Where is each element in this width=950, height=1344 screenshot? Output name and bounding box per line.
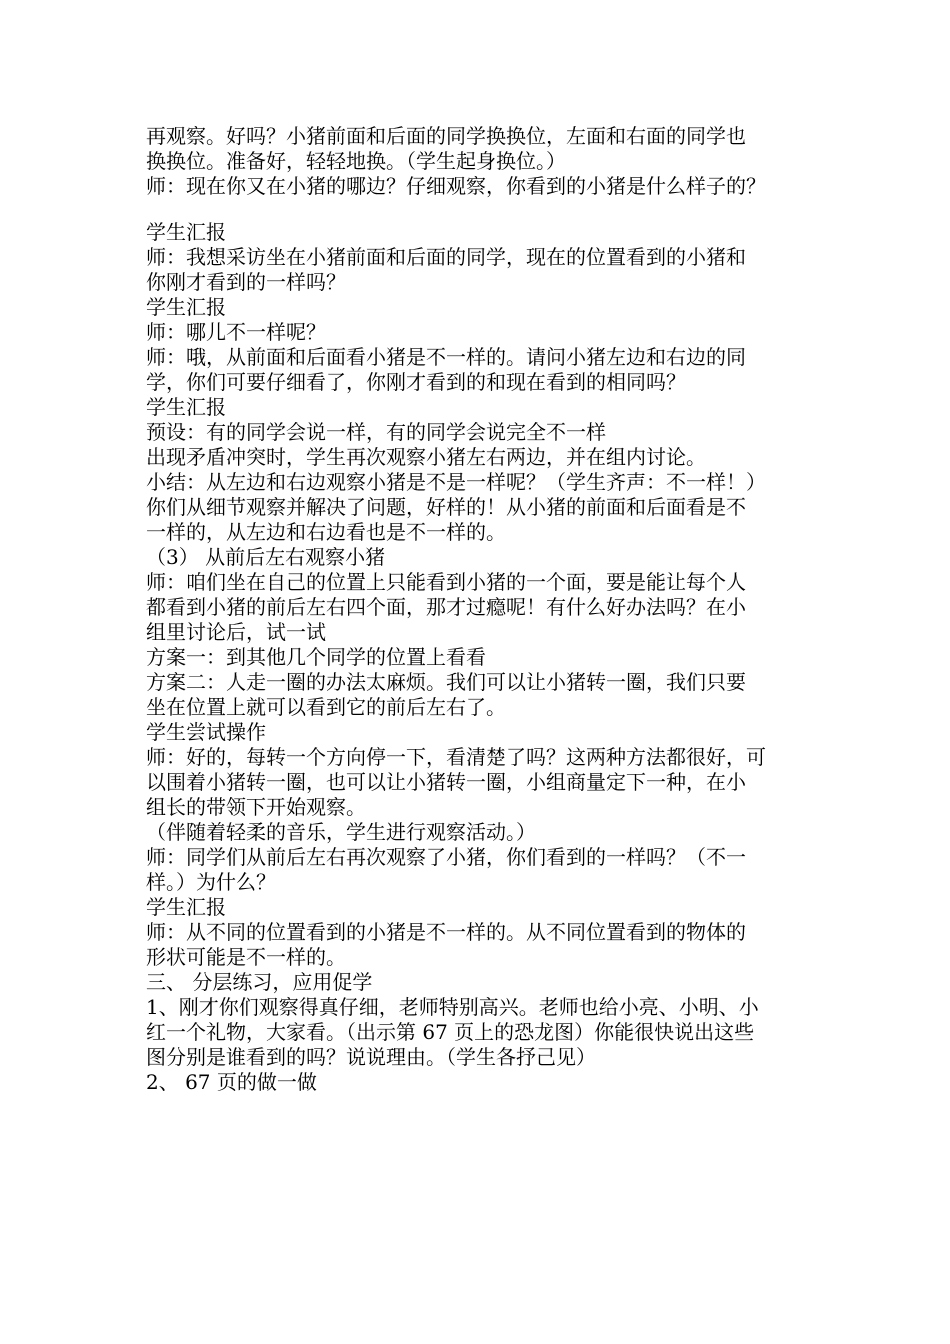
text-line: 师：我想采访坐在小猪前面和后面的同学，现在的位置看到的小猪和 xyxy=(146,245,746,269)
text-line: 你刚才看到的一样吗？ xyxy=(146,270,346,294)
text-line: 图分别是谁看到的吗？说说理由。（学生各抒己见） xyxy=(146,1045,596,1069)
text-line: 一样的，从左边和右边看也是不一样的。 xyxy=(146,520,506,544)
text-line: 学生汇报 xyxy=(146,295,226,319)
text-line: 方案二：人走一圈的办法太麻烦。我们可以让小猪转一圈，我们只要 xyxy=(146,670,746,694)
text-line: 学生汇报 xyxy=(146,395,226,419)
text-line: 师：哪儿不一样呢？ xyxy=(146,320,326,344)
section-heading: （3） 从前后左右观察小猪 xyxy=(146,545,386,569)
text-line: 1、刚才你们观察得真仔细，老师特别高兴。老师也给小亮、小明、小 xyxy=(146,995,759,1019)
text-line: 以围着小猪转一圈，也可以让小猪转一圈，小组商量定下一种，在小 xyxy=(146,770,746,794)
text-line: 学生汇报 xyxy=(146,220,226,244)
text-line: 小结：从左边和右边观察小猪是不是一样呢？（学生齐声：不一样！） xyxy=(146,470,766,494)
text-line: 你们从细节观察并解决了问题，好样的！从小猪的前面和后面看是不 xyxy=(146,495,746,519)
text-line: （伴随着轻柔的音乐，学生进行观察活动。） xyxy=(146,820,536,844)
text-line: 方案一：到其他几个同学的位置上看看 xyxy=(146,645,486,669)
text-line: 红一个礼物，大家看。（出示第 67 页上的恐龙图）你能很快说出这些 xyxy=(146,1020,755,1044)
text-line: 形状可能是不一样的。 xyxy=(146,945,346,969)
text-line: 学生汇报 xyxy=(146,895,226,919)
text-line: 组里讨论后，试一试 xyxy=(146,620,326,644)
text-line: 学生尝试操作 xyxy=(146,720,266,744)
text-line: 师：同学们从前后左右再次观察了小猪，你们看到的一样吗？（不一 xyxy=(146,845,746,869)
text-line: 学，你们可要仔细看了，你刚才看到的和现在看到的相同吗？ xyxy=(146,370,686,394)
text-line: 师：好的，每转一个方向停一下，看清楚了吗？这两种方法都很好，可 xyxy=(146,745,766,769)
text-line: 都看到小猪的前后左右四个面，那才过瘾呢！有什么好办法吗？在小 xyxy=(146,595,746,619)
text-line: 2、 67 页的做一做 xyxy=(146,1070,317,1094)
text-line: 坐在位置上就可以看到它的前后左右了。 xyxy=(146,695,506,719)
text-line: 样。）为什么？ xyxy=(146,870,276,894)
text-line: 再观察。好吗？小猪前面和后面的同学换换位，左面和右面的同学也 xyxy=(146,124,746,148)
text-line: 组长的带领下开始观察。 xyxy=(146,795,366,819)
section-heading: 三、 分层练习，应用促学 xyxy=(146,970,373,994)
text-line: 师：从不同的位置看到的小猪是不一样的。从不同位置看到的物体的 xyxy=(146,920,746,944)
text-line: 师：现在你又在小猪的哪边？仔细观察，你看到的小猪是什么样子的？ xyxy=(146,174,766,198)
text-line: 换换位。准备好，轻轻地换。（学生起身换位。） xyxy=(146,149,566,173)
text-line: 师：咱们坐在自己的位置上只能看到小猪的一个面，要是能让每个人 xyxy=(146,570,746,594)
text-line: 师：哦，从前面和后面看小猪是不一样的。请问小猪左边和右边的同 xyxy=(146,345,746,369)
document-body xyxy=(146,124,826,1095)
text-line: 预设：有的同学会说一样，有的同学会说完全不一样 xyxy=(146,420,606,444)
text-line: 出现矛盾冲突时，学生再次观察小猪左右两边，并在组内讨论。 xyxy=(146,445,706,469)
